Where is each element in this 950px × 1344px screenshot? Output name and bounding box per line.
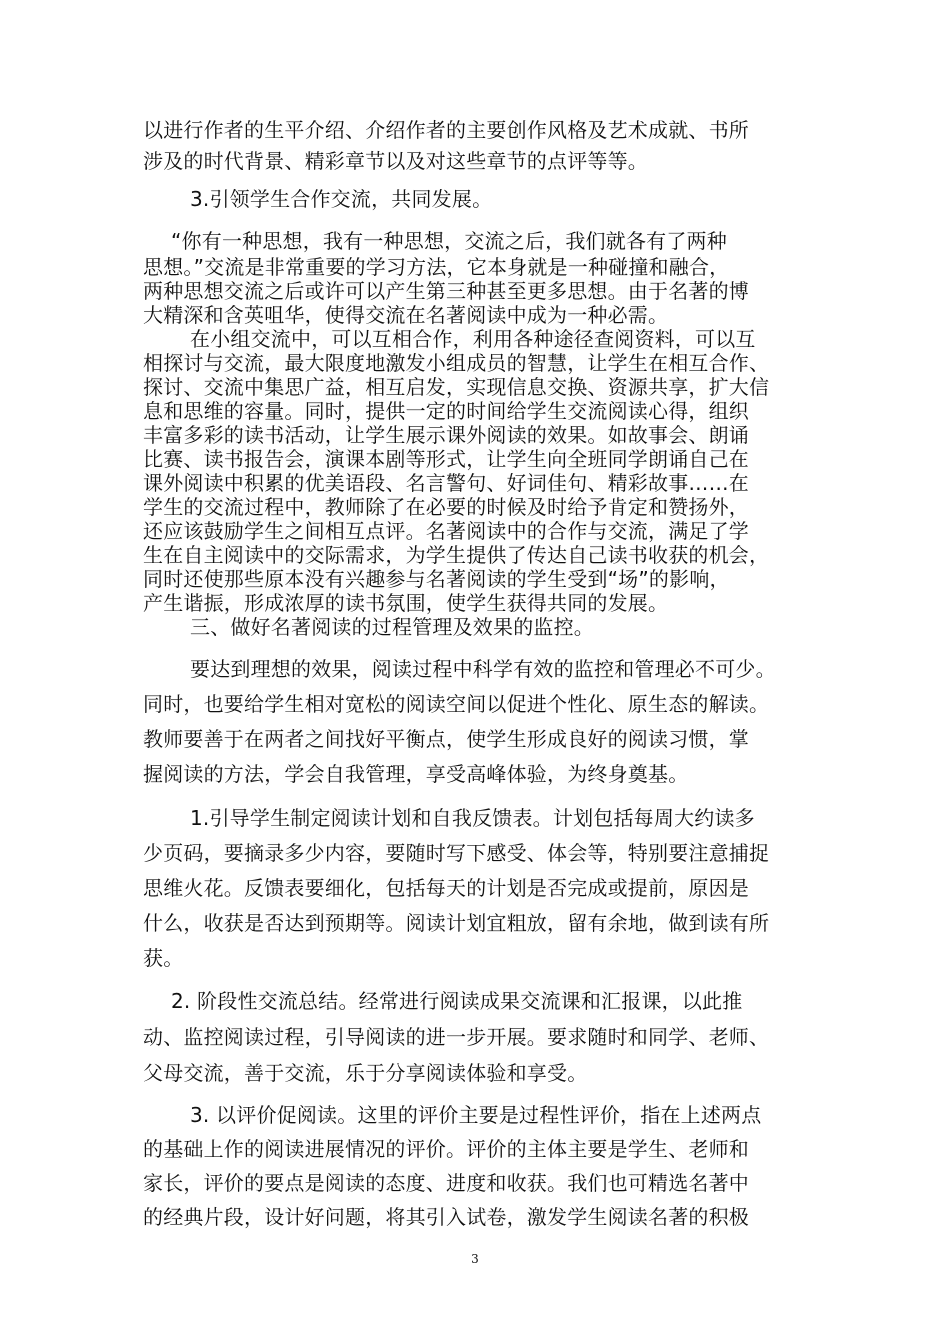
text-line: 握阅读的方法，学会自我管理，享受高峰体验，为终身奠基。: [143, 762, 689, 786]
text-line: 还应该鼓励学生之间相互点评。名著阅读中的合作与交流，满足了学: [143, 519, 749, 543]
text-line: 产生谐振，形成浓厚的读书氛围，使学生获得共同的发展。: [143, 591, 669, 615]
text-line: 家长，评价的要点是阅读的态度、进度和收获。我们也可精选名著中: [143, 1171, 749, 1195]
text-line: 少页码，要摘录多少内容，要随时写下感受、体会等，特别要注意捕捉: [143, 841, 770, 865]
text-line: 3. 以评价促阅读。这里的评价主要是过程性评价，指在上述两点: [190, 1103, 762, 1127]
section-heading: 三、做好名著阅读的过程管理及效果的监控。: [190, 615, 594, 639]
subheading-line: 3.引领学生合作交流，共同发展。: [190, 187, 493, 211]
text-line: 获。: [143, 946, 184, 970]
text-line: “你有一种思想，我有一种思想，交流之后，我们就各有了两种: [171, 229, 727, 253]
text-line: 2. 阶段性交流总结。经常进行阅读成果交流课和汇报课，以此推: [171, 989, 743, 1013]
text-line: 涉及的时代背景、精彩章节以及对这些章节的点评等等。: [143, 149, 648, 173]
text-line: 要达到理想的效果，阅读过程中科学有效的监控和管理必不可少。: [190, 657, 776, 681]
text-line: 学生的交流过程中，教师除了在必要的时候及时给予肯定和赞扬外，: [143, 495, 749, 519]
text-line: 课外阅读中积累的优美语段、名言警句、好词佳句、精彩故事……在: [143, 471, 749, 495]
page-number: 3: [471, 1252, 479, 1266]
text-line: 父母交流，善于交流，乐于分享阅读体验和享受。: [143, 1061, 588, 1085]
text-line: 比赛、读书报告会，演课本剧等形式，让学生向全班同学朗诵自己在: [143, 447, 749, 471]
text-line: 动、监控阅读过程，引导阅读的进一步开展。要求随时和同学、老师、: [143, 1025, 770, 1049]
text-line: 生在自主阅读中的交际需求，为学生提供了传达自己读书收获的机会，: [143, 543, 770, 567]
text-line: 在小组交流中，可以互相合作，利用各种途径查阅资料，可以互: [190, 327, 756, 351]
text-line: 丰富多彩的读书活动，让学生展示课外阅读的效果。如故事会、朗诵: [143, 423, 749, 447]
text-line: 什么，收获是否达到预期等。阅读计划宜粗放，留有余地，做到读有所: [143, 911, 770, 935]
text-line: 息和思维的容量。同时，提供一定的时间给学生交流阅读心得，组织: [143, 399, 749, 423]
text-line: 思维火花。反馈表要细化，包括每天的计划是否完成或提前，原因是: [143, 876, 749, 900]
text-line: 的基础上作的阅读进展情况的评价。评价的主体主要是学生、老师和: [143, 1137, 749, 1161]
text-line: 教师要善于在两者之间找好平衡点，使学生形成良好的阅读习惯，掌: [143, 727, 749, 751]
text-line: 以进行作者的生平介绍、介绍作者的主要创作风格及艺术成就、书所: [143, 118, 749, 142]
text-line: 思想。”交流是非常重要的学习方法，它本身就是一种碰撞和融合，: [143, 255, 730, 279]
text-line: 的经典片段，设计好问题，将其引入试卷，激发学生阅读名著的积极: [143, 1205, 749, 1229]
text-line: 同时，也要给学生相对宽松的阅读空间以促进个性化、原生态的解读。: [143, 692, 770, 716]
text-line: 1.引导学生制定阅读计划和自我反馈表。计划包括每周大约读多: [190, 806, 755, 830]
text-line: 大精深和含英咀华，使得交流在名著阅读中成为一种必需。: [143, 303, 669, 327]
text-line: 相探讨与交流，最大限度地激发小组成员的智慧，让学生在相互合作、: [143, 351, 770, 375]
text-line: 同时还使那些原本没有兴趣参与名著阅读的学生受到“场”的影响，: [143, 567, 730, 591]
text-line: 探讨、交流中集思广益，相互启发，实现信息交换、资源共享，扩大信: [143, 375, 770, 399]
text-line: 两种思想交流之后或许可以产生第三种甚至更多思想。由于名著的博: [143, 279, 749, 303]
